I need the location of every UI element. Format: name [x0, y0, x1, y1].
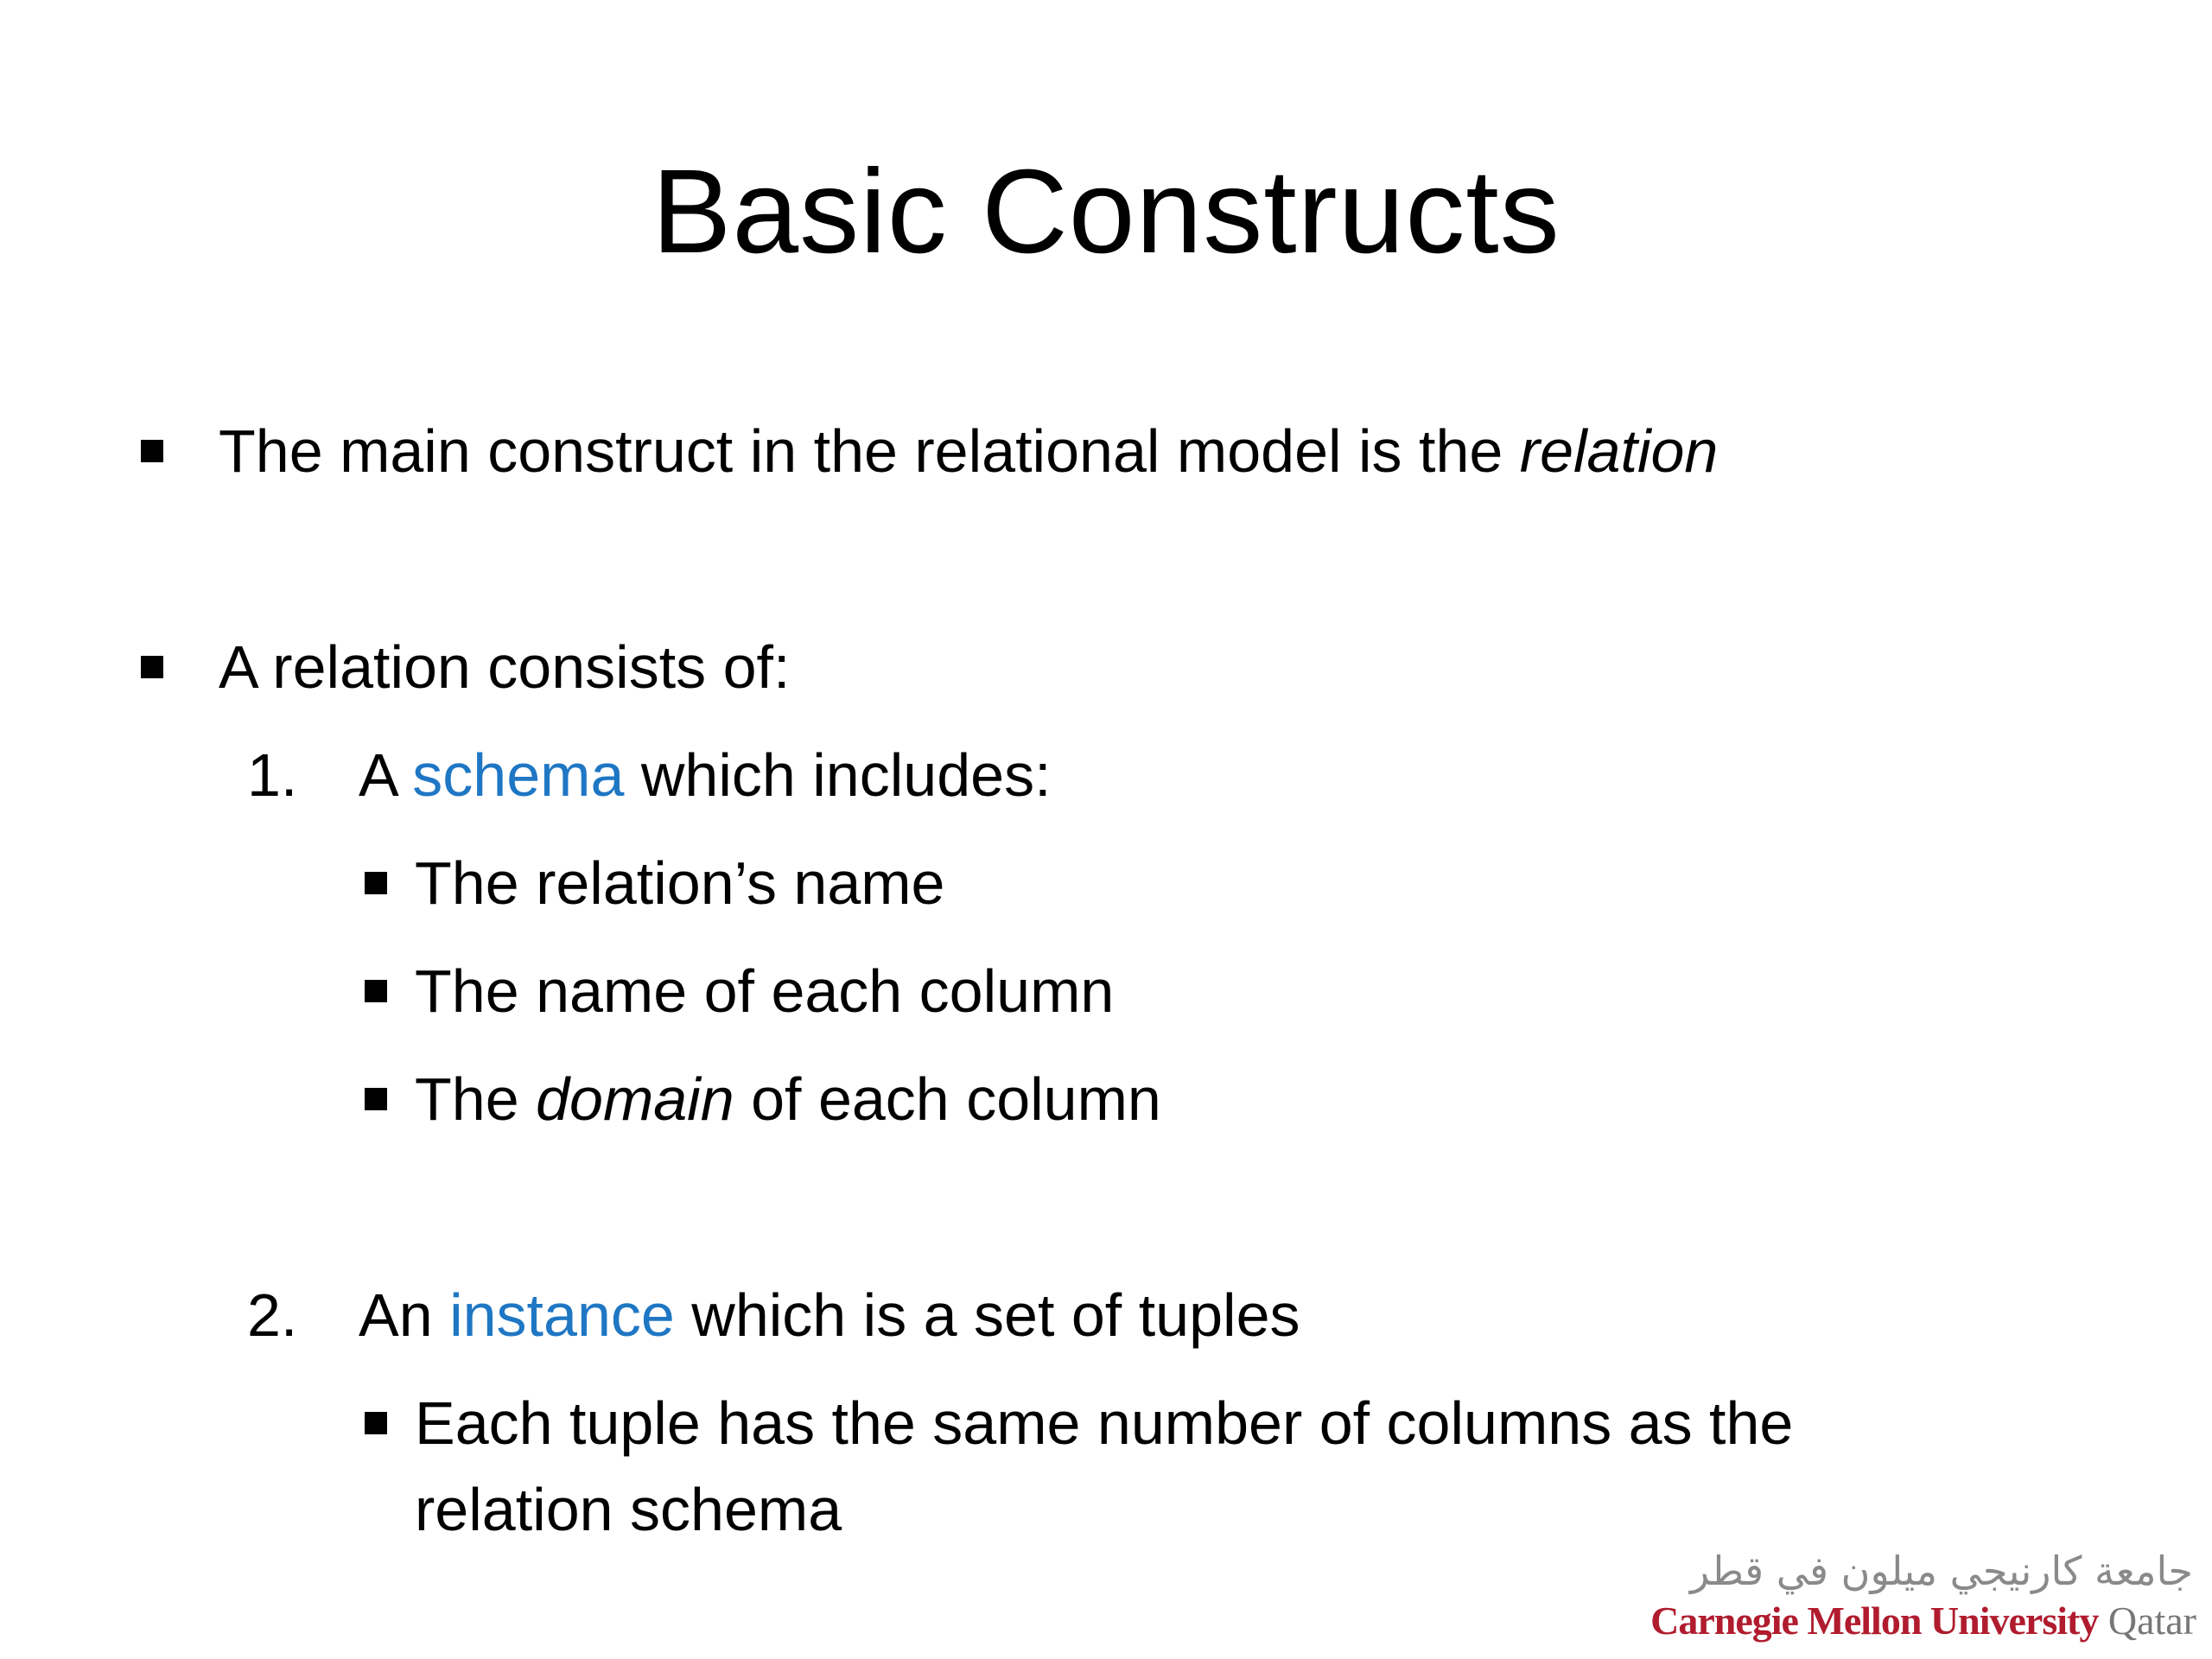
- logo-qatar-text: Qatar: [2107, 1599, 2196, 1643]
- bullet-main-construct-text: The main construct in the relational model is the: [219, 417, 1520, 485]
- item-1-after: which includes:: [624, 741, 1052, 809]
- subitem-tuple-line-2: relation schema: [415, 1476, 842, 1543]
- slide-title: Basic Constructs: [652, 145, 1560, 278]
- item-1-before: A: [359, 741, 413, 809]
- subitem-column-domain: [415, 1056, 1161, 1142]
- bullet-square-icon: [365, 980, 387, 1002]
- subitem-tuple-line-1: Each tuple has the same number of columns as the: [415, 1389, 1794, 1457]
- bullet-square-icon: [141, 656, 163, 678]
- item-2-instance: [359, 1272, 1300, 1358]
- bullet-square-icon: [365, 1412, 387, 1434]
- cmu-qatar-logo: [1630, 1547, 2200, 1650]
- logo-cmu-text: Carnegie Mellon University: [1650, 1599, 2099, 1643]
- item-2-before: An: [359, 1281, 450, 1349]
- bullet-square-icon: [365, 1088, 387, 1110]
- subitem-domain-before: The: [415, 1065, 537, 1133]
- subitem-relation-name: The relation’s name: [415, 849, 945, 917]
- logo-arabic-text: جامعة كارنيجي ميلون في قطر: [1689, 1548, 2193, 1594]
- bullet-relation-consists: A relation consists of:: [219, 633, 791, 701]
- item-1-number: 1.: [247, 741, 298, 809]
- relation-emphasis: relation: [1519, 417, 1719, 485]
- item-2-after: which is a set of tuples: [674, 1281, 1300, 1349]
- schema-highlight: schema: [412, 741, 625, 809]
- bullet-main-construct: [219, 408, 1718, 494]
- subitem-column-name: The name of each column: [415, 957, 1115, 1025]
- item-1-schema: [359, 732, 1052, 818]
- bullet-square-icon: [365, 872, 387, 894]
- bullet-square-icon: [141, 440, 163, 462]
- domain-emphasis: domain: [536, 1065, 734, 1133]
- subitem-domain-after: of each column: [734, 1065, 1161, 1133]
- logo-english-text: [1650, 1595, 2196, 1647]
- instance-highlight: instance: [449, 1281, 675, 1349]
- item-2-number: 2.: [247, 1281, 298, 1349]
